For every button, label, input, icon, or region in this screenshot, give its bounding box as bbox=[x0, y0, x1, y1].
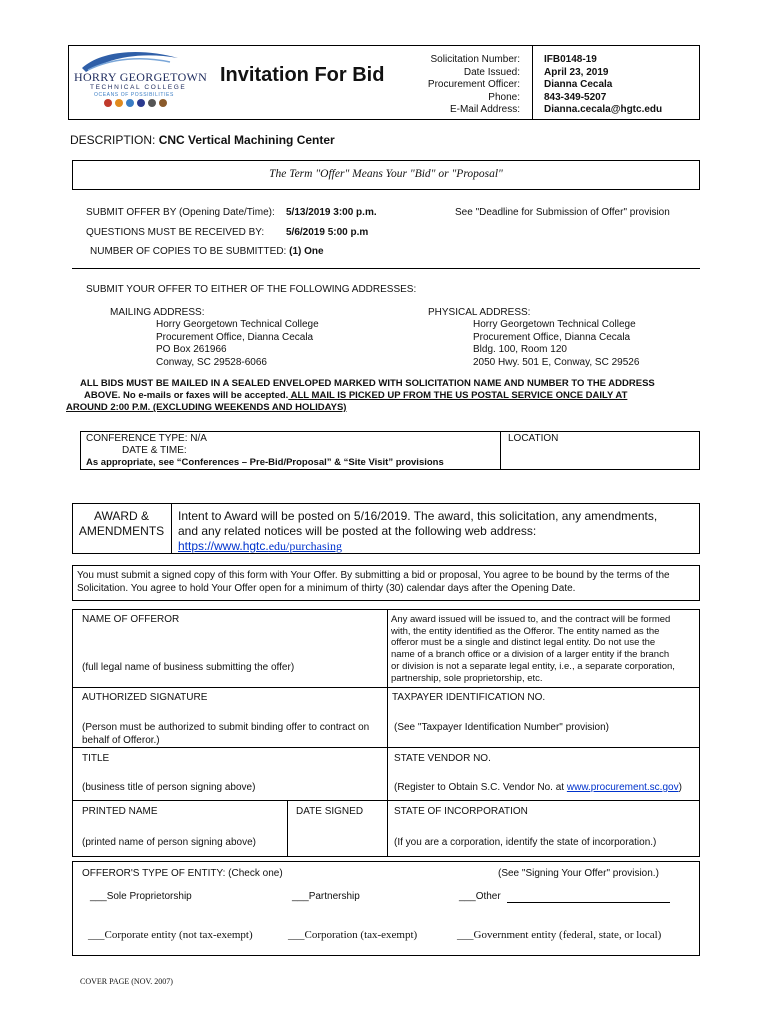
mailing-label: MAILING ADDRESS: bbox=[110, 307, 205, 318]
physical-address bbox=[473, 319, 639, 369]
option-partnership[interactable]: ___Partnership bbox=[292, 891, 360, 902]
offeror-name-hint: (full legal name of business submitting the offer) bbox=[82, 662, 295, 673]
option-corporate-entity[interactable]: ___Corporate entity (not tax-exempt) bbox=[88, 929, 253, 941]
label-phone: Phone: bbox=[488, 91, 520, 103]
submit-offer-date: 5/13/2019 3:00 p.m. bbox=[286, 207, 377, 218]
solicitation-number: IFB0148-19 bbox=[544, 54, 597, 65]
option-government-entity[interactable]: ___Government entity (federal, state, or local) bbox=[457, 929, 662, 941]
addresses-intro: SUBMIT YOUR OFFER TO EITHER OF THE FOLLOWING ADDRESSES: bbox=[86, 284, 417, 295]
notice-line-2: ABOVE. No e-mails or faxes will be accepted. ALL MAIL IS PICKED UP FROM THE US POSTAL SERVICE ONCE DAILY AT bbox=[84, 390, 628, 401]
college-logo bbox=[72, 48, 208, 112]
mailing-line: PO Box 261966 bbox=[156, 344, 227, 355]
state-incorporation-hint: (If you are a corporation, identify the state of incorporation.) bbox=[394, 837, 657, 848]
description-label: DESCRIPTION: bbox=[70, 133, 156, 147]
page-title: Invitation For Bid bbox=[220, 64, 385, 86]
entity-note: (See "Signing Your Offer" provision.) bbox=[498, 868, 659, 879]
date-signed-field[interactable]: DATE SIGNED bbox=[296, 806, 364, 817]
mailing-line: Horry Georgetown Technical College bbox=[156, 319, 319, 330]
description-value: CNC Vertical Machining Center bbox=[158, 133, 335, 147]
mailing-line: Procurement Office, Dianna Cecala bbox=[156, 331, 314, 343]
offeror-name-field[interactable]: NAME OF OFFEROR bbox=[82, 614, 180, 625]
mailing-line: Conway, SC 29528-6066 bbox=[156, 356, 267, 368]
date-signed-divider bbox=[287, 800, 288, 857]
title-field[interactable]: TITLE bbox=[82, 753, 110, 764]
copies-row bbox=[90, 246, 324, 259]
option-corporation-tax-exempt[interactable]: ___Corporation (tax-exempt) bbox=[288, 929, 418, 941]
physical-line: Horry Georgetown Technical College bbox=[473, 319, 636, 330]
logo-name: HORRY GEORGETOWN bbox=[74, 70, 208, 84]
phone-number: 843-349-5207 bbox=[544, 91, 607, 103]
submit-offer-label: SUBMIT OFFER BY (Opening Date/Time): bbox=[86, 207, 275, 218]
printed-name-hint: (printed name of person signing above) bbox=[82, 837, 256, 848]
procurement-link[interactable]: www.procurement.sc.gov bbox=[566, 782, 679, 793]
page-footer: COVER PAGE (NOV. 2007) bbox=[80, 977, 173, 986]
notice-line-3: AROUND 2:00 P.M. (EXCLUDING WEEKENDS AND HOLIDAYS) bbox=[66, 402, 347, 413]
option-sole-proprietorship[interactable]: ___Sole Proprietorship bbox=[90, 891, 192, 902]
label-date-issued: Date Issued: bbox=[463, 66, 520, 78]
vendor-hint: (Register to Obtain S.C. Vendor No. at www.procurement.sc.gov) bbox=[394, 782, 682, 793]
other-fill-line[interactable] bbox=[507, 902, 670, 903]
award-divider bbox=[171, 503, 172, 554]
vendor-field[interactable]: STATE VENDOR NO. bbox=[394, 753, 491, 764]
header-values bbox=[544, 54, 694, 117]
term-note: The Term "Offer" Means Your "Bid" or "Proposal" bbox=[269, 168, 503, 180]
conference-location: LOCATION bbox=[508, 433, 559, 444]
form-vdivider bbox=[387, 609, 388, 857]
physical-line: Bldg. 100, Room 120 bbox=[473, 344, 567, 355]
entity-label: OFFEROR'S TYPE OF ENTITY: (Check one) bbox=[82, 868, 283, 879]
submit-divider bbox=[72, 268, 700, 269]
physical-line: 2050 Hwy. 501 E, Conway, SC 29526 bbox=[473, 356, 640, 368]
conference-type: CONFERENCE TYPE: N/A bbox=[86, 433, 207, 444]
signature-hint: (Person must be authorized to submit binding offer to contract on behalf of Offeror.) bbox=[82, 722, 370, 746]
email-address[interactable]: Dianna.cecala@hgtc.edu bbox=[544, 104, 663, 115]
conference-note: As appropriate, see “Conferences – Pre-Bid/Proposal” & “Site Visit” provisions bbox=[86, 457, 444, 468]
logo-sub: TECHNICAL COLLEGE bbox=[90, 84, 187, 91]
submit-offer-note: See "Deadline for Submission of Offer" provision bbox=[455, 207, 670, 218]
description bbox=[70, 133, 335, 147]
purchasing-link[interactable]: https://www.hgtc.edu/purchasing bbox=[178, 539, 343, 553]
procurement-officer: Dianna Cecala bbox=[544, 79, 613, 90]
mail-notice bbox=[66, 378, 655, 414]
date-issued: April 23, 2019 bbox=[544, 66, 609, 78]
questions-date: 5/6/2019 5:00 p.m bbox=[286, 227, 369, 238]
physical-label: PHYSICAL ADDRESS: bbox=[428, 307, 531, 318]
form-hline bbox=[72, 747, 700, 748]
logo-tagline: OCEANS OF POSSIBILITIES bbox=[94, 92, 174, 98]
printed-name-field[interactable]: PRINTED NAME bbox=[82, 806, 158, 817]
questions-label: QUESTIONS MUST BE RECEIVED BY: bbox=[86, 227, 265, 238]
header-divider bbox=[532, 45, 533, 120]
award-text: Intent to Award will be posted on 5/16/2019. The award, this solicitation, any amendments, and any related notices will be posted at the following web address: https://www.hgtc.edu/purchasing bbox=[178, 509, 658, 553]
title-hint: (business title of person signing above) bbox=[82, 782, 256, 793]
form-hline bbox=[72, 687, 700, 688]
form-hline bbox=[72, 800, 700, 801]
mailing-address bbox=[156, 319, 319, 369]
label-procurement-officer: Procurement Officer: bbox=[427, 79, 520, 90]
tin-field[interactable]: TAXPAYER IDENTIFICATION NO. bbox=[392, 692, 546, 703]
copies-label: NUMBER OF COPIES TO BE SUBMITTED: bbox=[90, 246, 287, 257]
header-labels bbox=[396, 54, 520, 117]
label-solicitation-number: Solicitation Number: bbox=[430, 54, 520, 65]
award-label: AWARD & AMENDMENTS bbox=[78, 509, 165, 538]
state-incorporation-field[interactable]: STATE OF INCORPORATION bbox=[394, 806, 528, 817]
copies-value: (1) One bbox=[289, 246, 324, 257]
label-email: E-Mail Address: bbox=[449, 104, 520, 115]
tin-hint: (See "Taxpayer Identification Number" provision) bbox=[394, 722, 609, 733]
notice-line-1: ALL BIDS MUST BE MAILED IN A SEALED ENVELOPED MARKED WITH SOLICITATION NAME AND NUMBER TO THE ADDRESS bbox=[80, 378, 655, 389]
conference-date: DATE & TIME: bbox=[122, 445, 187, 456]
conference-divider bbox=[500, 431, 501, 470]
physical-line: Procurement Office, Dianna Cecala bbox=[473, 331, 631, 343]
agreement-text: You must submit a signed copy of this form with Your Offer. By submitting a bid or proposal, You agree to be bound by the terms of the Solicitation. You agree to hold Your Offer open for a minimum of thirty (30) calendar days after the Opening Date. bbox=[77, 570, 670, 594]
option-other[interactable]: ___Other bbox=[459, 891, 501, 902]
award-entity-note: Any award issued will be issued to, and the contract will be formed with, the entity identified as the Offeror. The entity named as the offeror must be a single and distinct legal entity. Do not use the name of a branch office or a division of a larger entity if the branch or division is not a separate legal entity, i.e., a separate corporation, partnership, sole proprietorship, etc. bbox=[391, 614, 675, 684]
signature-field[interactable]: AUTHORIZED SIGNATURE bbox=[82, 692, 208, 703]
